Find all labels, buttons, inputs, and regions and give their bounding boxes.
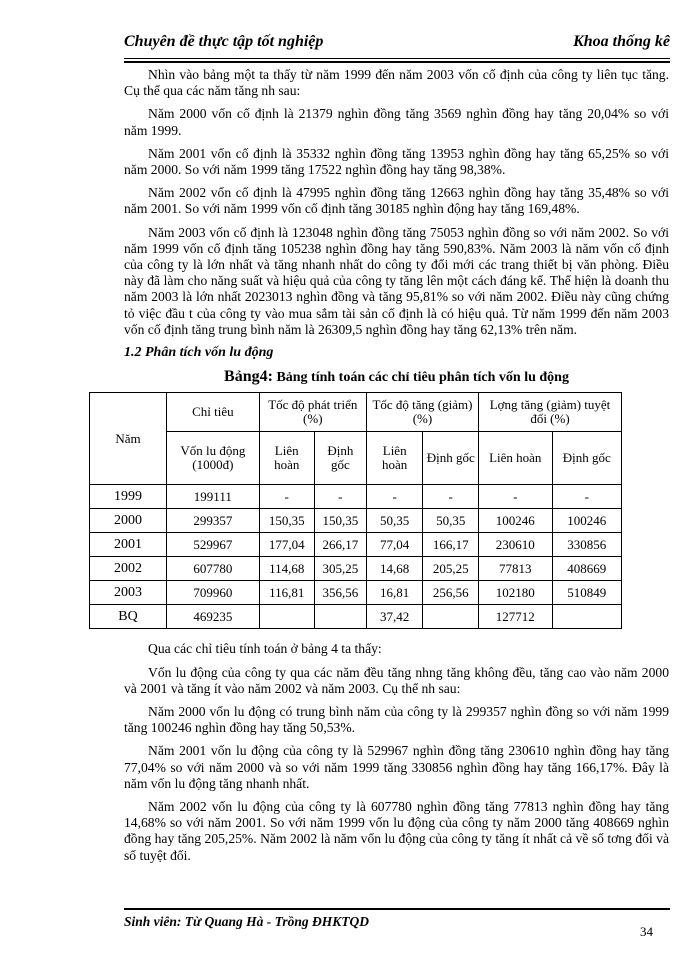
footer-divider: [124, 908, 670, 910]
table-body: [90, 485, 622, 629]
header-title: Chuyên đề thực tập tốt nghiệp: [124, 33, 324, 50]
table-row: [90, 605, 622, 629]
value-cell: 408669: [552, 557, 621, 581]
page-content: [114, 67, 669, 871]
col-header-base: Định gốc: [423, 432, 479, 485]
value-cell: 177,04: [259, 533, 314, 557]
value-cell: -: [478, 485, 552, 509]
value-cell: 166,17: [423, 533, 479, 557]
paragraph: Năm 2000 vốn lu động có trung bình năm của công ty là 299357 nghìn đồng so với năm 1999 tăng 100246 nghìn đồng hay tăng 50,53%.: [124, 704, 669, 736]
capital-table: [89, 392, 622, 629]
table-row: [90, 533, 622, 557]
col-header-base: Định gốc: [314, 432, 366, 485]
year-cell: BQ: [90, 605, 167, 629]
paragraph: Năm 2003 vốn cố định là 123048 nghìn đồng tăng 75053 nghìn đồng so với năm 2002. So với năm 1999 vốn cố định tăng 105238 nghìn đồng hay tăng 590,83%. Năm 2003 là năm vốn cố định của công ty là lớn nhất và tăng nhanh nhất do công ty đổi mới các trang thiết bị văn phòng. Điều này đã làm cho năng suất và hiệu quả của công ty tăng lên một cách đáng kể. Thể hiện là doanh thu năm 2003 là lớn nhất 2023013 nghìn đồng và tăng 95,81% so với năm 2002. Điều này cũng chứng tỏ việc đầu t của công ty vào mua sắm tài sản cố định là có hiệu quả. Từ năm 1999 đến năm 2003 vốn cố định tăng trung bình năm là 26309,5 nghìn đồng hay tăng 62,13% trên năm.: [124, 224, 669, 337]
value-cell: 205,25: [423, 557, 479, 581]
value-cell: -: [366, 485, 423, 509]
value-cell: 114,68: [259, 557, 314, 581]
paragraph: Năm 2002 vốn lu động của công ty là 607780 nghìn đồng tăng 77813 nghìn đồng hay tăng 14,68% so với năm 2001. So với năm 1999 vốn lu động của công ty năm 2000 tăng 408669 nghìn đồng hay tăng 205,25%. Năm 2002 là năm vốn lu động của công ty tăng ít nhất cả về số tơng đối và số tuyệt đối.: [124, 799, 669, 863]
year-cell: 2001: [90, 533, 167, 557]
value-cell: [552, 605, 621, 629]
value-cell: 116,81: [259, 581, 314, 605]
header-divider: [124, 58, 670, 59]
value-cell: 529967: [167, 533, 260, 557]
value-cell: 299357: [167, 509, 260, 533]
paragraph: Qua các chỉ tiêu tính toán ở bảng 4 ta thấy:: [148, 641, 382, 657]
header-department: Khoa thống kê: [573, 33, 670, 50]
value-cell: 510849: [552, 581, 621, 605]
value-cell: 100246: [552, 509, 621, 533]
value-cell: -: [259, 485, 314, 509]
page-number: 34: [640, 924, 653, 939]
value-cell: 469235: [167, 605, 260, 629]
table-row: [90, 509, 622, 533]
col-header-chain: Liên hoàn: [478, 432, 552, 485]
table-row: [90, 485, 622, 509]
value-cell: 709960: [167, 581, 260, 605]
col-group-increase-rate: Tốc độ tăng (giảm) (%): [366, 393, 478, 432]
value-cell: 102180: [478, 581, 552, 605]
value-cell: -: [552, 485, 621, 509]
value-cell: 16,81: [366, 581, 423, 605]
footer-author: Sinh viên: Từ Quang Hà - Trồng ĐHKTQD: [124, 914, 369, 929]
value-cell: 256,56: [423, 581, 479, 605]
value-cell: 37,42: [366, 605, 423, 629]
value-cell: -: [423, 485, 479, 509]
col-header-base: Định gốc: [552, 432, 621, 485]
paragraph: Năm 2002 vốn cố định là 47995 nghìn đồng tăng 12663 nghìn đồng hay tăng 35,48% so với năm 2001. So với năm 1999 vốn cố định tăng 30185 nghìn động hay tăng 169,48%.: [124, 185, 669, 217]
table-caption: [124, 369, 669, 386]
value-cell: [259, 605, 314, 629]
table-caption-label: Bảng4:: [224, 368, 273, 386]
year-cell: 1999: [90, 485, 167, 509]
value-cell: 14,68: [366, 557, 423, 581]
value-cell: 266,17: [314, 533, 366, 557]
col-header-working-capital: Vốn lu động (1000đ): [167, 432, 260, 485]
col-header-chain: Liên hoàn: [366, 432, 423, 485]
col-header-year: Năm: [90, 393, 167, 485]
paragraph: Vốn lu động của công ty qua các năm đều tăng nhng tăng không đều, tăng cao vào năm 2000 và 2001 và tăng ít vào năm 2002 và năm 2003. Cụ thể nh sau:: [124, 664, 669, 696]
col-header-chain: Liên hoàn: [259, 432, 314, 485]
page-header: [124, 33, 670, 57]
header-divider-thick: [124, 61, 670, 63]
paragraph: Năm 2001 vốn lu động của công ty là 529967 nghìn đồng tăng 230610 nghìn đồng hay tăng 77,04% so với năm 2000 và so với năm 1999 tăng 330856 nghìn đồng hay tăng 166,17%. Đây là năm vốn lu động tăng nhanh nhất.: [124, 743, 669, 791]
table-row: [90, 557, 622, 581]
value-cell: 607780: [167, 557, 260, 581]
year-cell: 2002: [90, 557, 167, 581]
paragraph: Năm 2001 vốn cố định là 35332 nghìn đồng tăng 13953 nghìn đồng hay tăng 65,25% so với năm 2000. So với năm 1999 tăng 17522 nghìn đồng hay tăng 98,38%.: [124, 145, 669, 178]
paragraph: Năm 2000 vốn cố định là 21379 nghìn đồng tăng 3569 nghìn đồng hay tăng 20,04% so với năm 1999.: [124, 106, 669, 138]
value-cell: 150,35: [259, 509, 314, 533]
table-row: [90, 581, 622, 605]
value-cell: 199111: [167, 485, 260, 509]
value-cell: 305,25: [314, 557, 366, 581]
col-group-growth-rate: Tốc độ phát triển (%): [259, 393, 366, 432]
col-group-absolute-increase: Lợng tăng (giảm) tuyệt đối (%): [478, 393, 621, 432]
value-cell: [314, 605, 366, 629]
value-cell: -: [314, 485, 366, 509]
value-cell: 50,35: [423, 509, 479, 533]
value-cell: 77,04: [366, 533, 423, 557]
col-group-chitieu: Chỉ tiêu: [167, 393, 260, 432]
value-cell: 100246: [478, 509, 552, 533]
value-cell: 230610: [478, 533, 552, 557]
table-caption-text: Bảng tính toán các chỉ tiêu phân tích vốn lu động: [272, 370, 569, 386]
value-cell: 77813: [478, 557, 552, 581]
year-cell: 2003: [90, 581, 167, 605]
value-cell: 356,56: [314, 581, 366, 605]
value-cell: 330856: [552, 533, 621, 557]
value-cell: 50,35: [366, 509, 423, 533]
section-heading: 1.2 Phân tích vốn lu động: [124, 345, 274, 361]
value-cell: [423, 605, 479, 629]
value-cell: 150,35: [314, 509, 366, 533]
paragraph: Nhìn vào bảng một ta thấy từ năm 1999 đến năm 2003 vốn cố định của công ty liên tục tăng. Cụ thể qua các năm tăng nh sau:: [124, 67, 669, 99]
value-cell: 127712: [478, 605, 552, 629]
year-cell: 2000: [90, 509, 167, 533]
